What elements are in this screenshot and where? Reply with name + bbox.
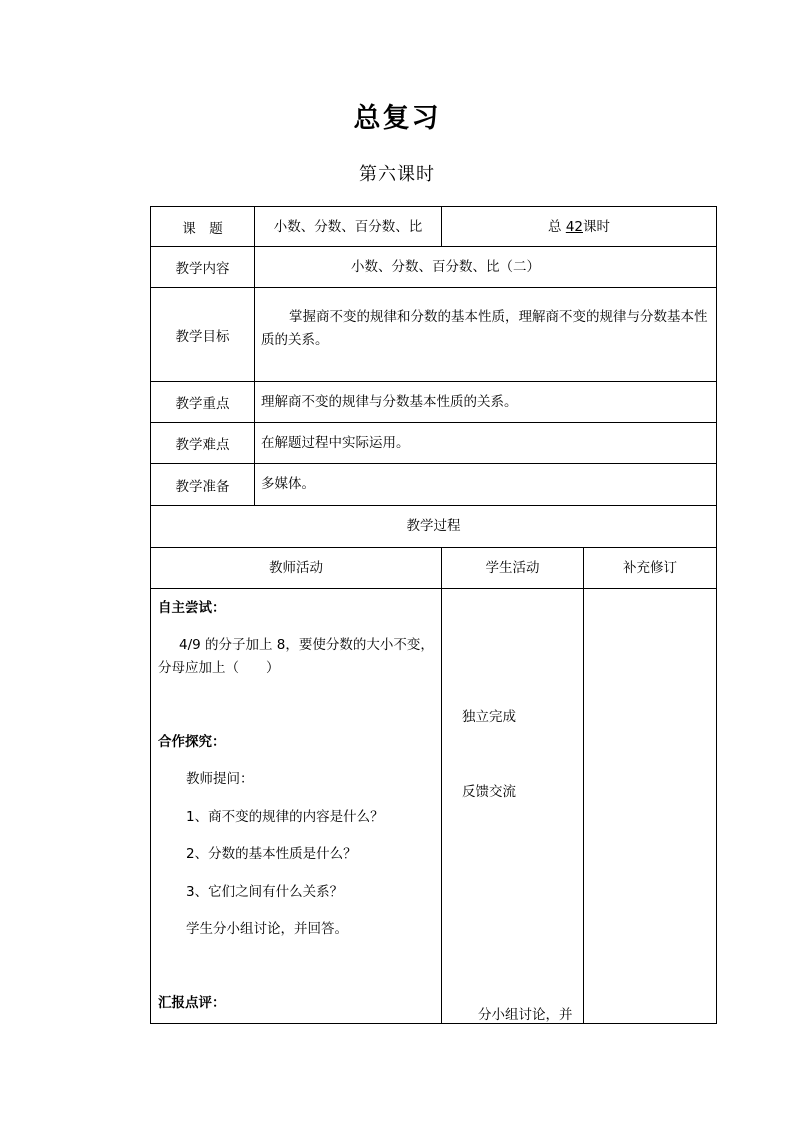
self-try-line1: 4/9 的分子加上 8，要使分数的大小不变， xyxy=(179,637,434,653)
report-heading: 汇报点评： xyxy=(158,995,226,1011)
question-intro: 教师提问： xyxy=(186,771,254,787)
content-label: 教学内容 xyxy=(151,247,255,288)
goal-row xyxy=(151,288,717,382)
student-activity-cell xyxy=(442,589,584,1024)
col-student-activity: 学生活动 xyxy=(442,548,584,589)
lesson-number: 第六课时 xyxy=(359,164,435,185)
process-columns-row xyxy=(151,548,717,589)
student-independent: 独立完成 xyxy=(462,709,516,725)
total-suffix: 课时 xyxy=(583,219,610,235)
difficulty-label: 教学难点 xyxy=(151,423,255,464)
self-try-line2: 分母应加上（ ） xyxy=(158,660,280,676)
key-label: 教学重点 xyxy=(151,382,255,423)
key-row xyxy=(151,382,717,423)
student-group-discussion: 分小组讨论，并 xyxy=(478,1007,573,1023)
difficulty-row xyxy=(151,423,717,464)
process-heading-row xyxy=(151,506,717,548)
goal-label: 教学目标 xyxy=(151,288,255,382)
group-discussion: 学生分小组讨论，并回答。 xyxy=(186,921,348,937)
explore-heading: 合作探究： xyxy=(158,734,226,750)
page-title: 总复习 xyxy=(353,103,441,134)
process-body-row xyxy=(151,589,717,1024)
prep-label: 教学准备 xyxy=(151,464,255,506)
total-number: 42 xyxy=(565,219,583,235)
student-feedback: 反馈交流 xyxy=(462,784,516,800)
question-2: 2、分数的基本性质是什么？ xyxy=(186,846,357,862)
col-teacher-activity: 教师活动 xyxy=(151,548,442,589)
process-heading: 教学过程 xyxy=(151,506,717,548)
teacher-activity-cell xyxy=(151,589,442,1024)
content-value: 小数、分数、百分数、比（二） xyxy=(255,247,717,288)
col-notes: 补充修订 xyxy=(584,548,717,589)
content-row xyxy=(151,247,717,288)
difficulty-value: 在解题过程中实际运用。 xyxy=(255,423,717,464)
key-value: 理解商不变的规律与分数基本性质的关系。 xyxy=(255,382,717,423)
topic-row xyxy=(151,207,717,247)
question-3: 3、它们之间有什么关系？ xyxy=(186,884,344,900)
goal-value: 掌握商不变的规律和分数的基本性质，理解商不变的规律与分数基本性质的关系。 xyxy=(255,288,717,382)
total-lessons xyxy=(442,207,717,247)
notes-cell xyxy=(584,589,717,1024)
topic-label: 课 题 xyxy=(151,207,255,247)
lesson-plan-table xyxy=(150,206,717,1024)
total-prefix: 总 xyxy=(548,219,562,235)
self-try-heading: 自主尝试： xyxy=(158,600,226,616)
prep-row xyxy=(151,464,717,506)
topic-value: 小数、分数、百分数、比 xyxy=(255,207,442,247)
prep-value: 多媒体。 xyxy=(255,464,717,506)
question-1: 1、商不变的规律的内容是什么？ xyxy=(186,809,384,825)
